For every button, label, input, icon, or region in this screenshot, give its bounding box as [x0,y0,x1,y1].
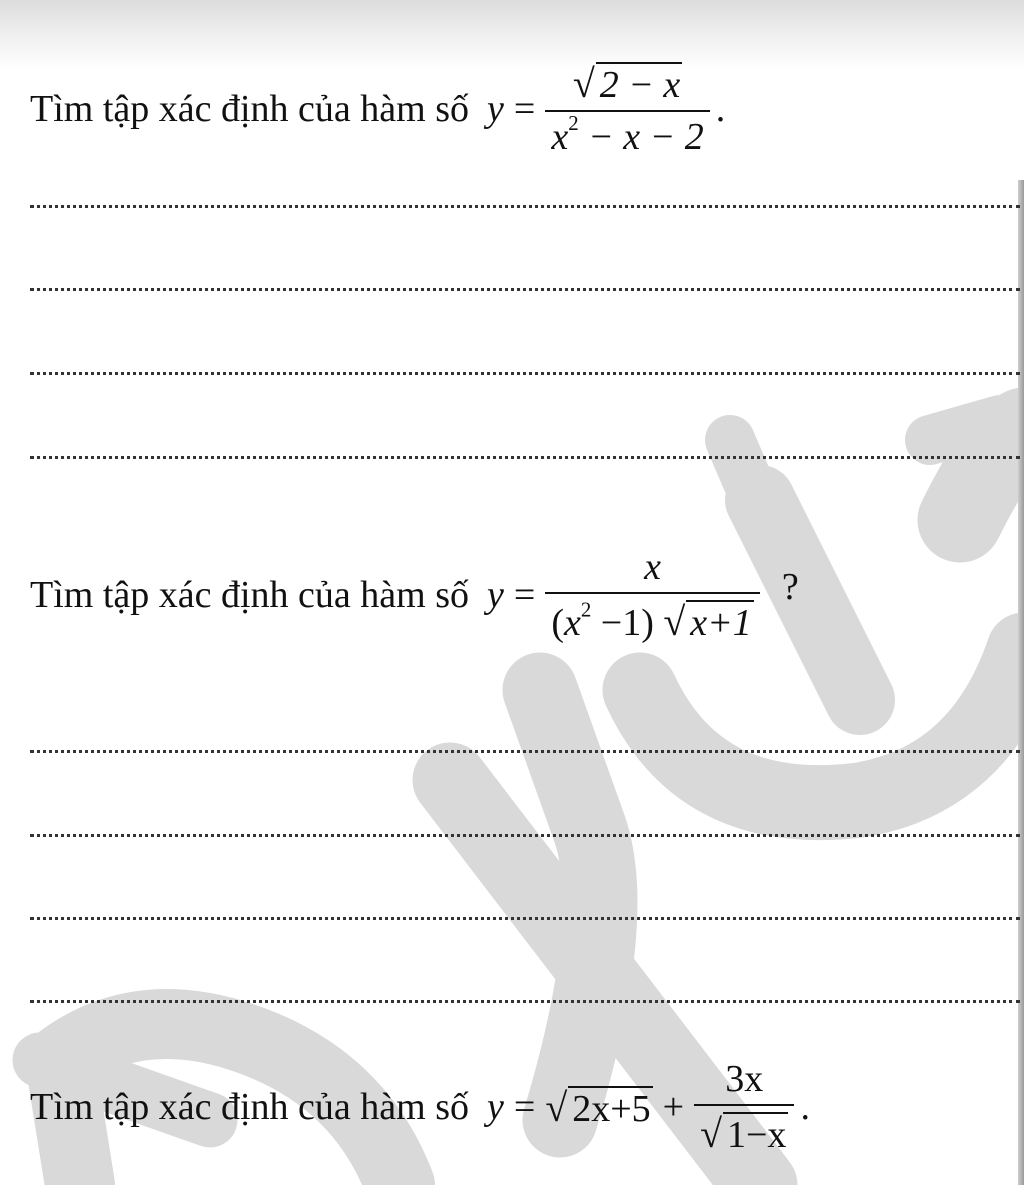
formula-equals: = [513,88,536,131]
sqrt-expression: √ x+1 [663,599,752,645]
question-1 [30,61,726,159]
fraction-numerator: x [644,546,661,588]
page-edge-shadow [1018,180,1024,1185]
fraction-numerator: 3x [725,1058,764,1100]
den-rest: − x − 2 [578,116,704,159]
question-3-prompt: Tìm tập xác định của hàm số [30,1086,469,1129]
question-2-prompt: Tìm tập xác định của hàm số [30,574,469,617]
question-1-prompt: Tìm tập xác định của hàm số [30,88,469,131]
fraction-denominator [694,1104,794,1157]
sqrt-radicand: 1−x [723,1112,788,1154]
answer-line [30,205,1020,208]
fraction-denominator [545,110,709,159]
formula-y: y [487,88,504,131]
den-x: x [551,116,569,159]
question-2-formula [487,546,799,645]
formula-y: y [487,1086,504,1129]
end-punctuation: . [800,1086,810,1129]
answer-line [30,917,1020,920]
answer-line [30,456,1020,459]
den-exponent: 2 [568,111,579,136]
formula-plus: + [662,1086,685,1129]
question-1-formula [487,61,726,159]
sqrt-term: √ 2x+5 [545,1085,651,1131]
question-3-formula [487,1058,810,1157]
den-exponent: 2 [580,597,592,622]
paren-open: ( [551,602,564,645]
formula-equals: = [513,1086,536,1129]
fraction [545,546,760,645]
end-punctuation: . [715,88,726,131]
fraction [545,61,709,159]
fraction-denominator [545,592,760,645]
fraction-numerator [567,62,688,110]
question-2 [30,546,799,645]
sqrt-radicand: x+1 [686,600,754,642]
answer-line [30,750,1020,753]
fraction [694,1058,794,1157]
formula-equals: = [513,574,536,617]
sqrt-expression: √ 2 − x [572,61,681,107]
sqrt-radicand: 2 − x [596,62,683,104]
answer-line [30,288,1020,291]
paren-close: ) [641,602,654,645]
answer-line [30,834,1020,837]
answer-line [30,1000,1020,1003]
den-x: x [563,602,581,645]
sqrt-radicand: 2x+5 [568,1086,652,1128]
end-punctuation: ? [781,566,799,608]
den-rest: −1 [591,602,642,645]
sqrt-expression: √ 1−x [700,1111,787,1157]
question-3 [30,1058,810,1157]
answer-line [30,372,1020,375]
formula-y: y [487,574,504,617]
